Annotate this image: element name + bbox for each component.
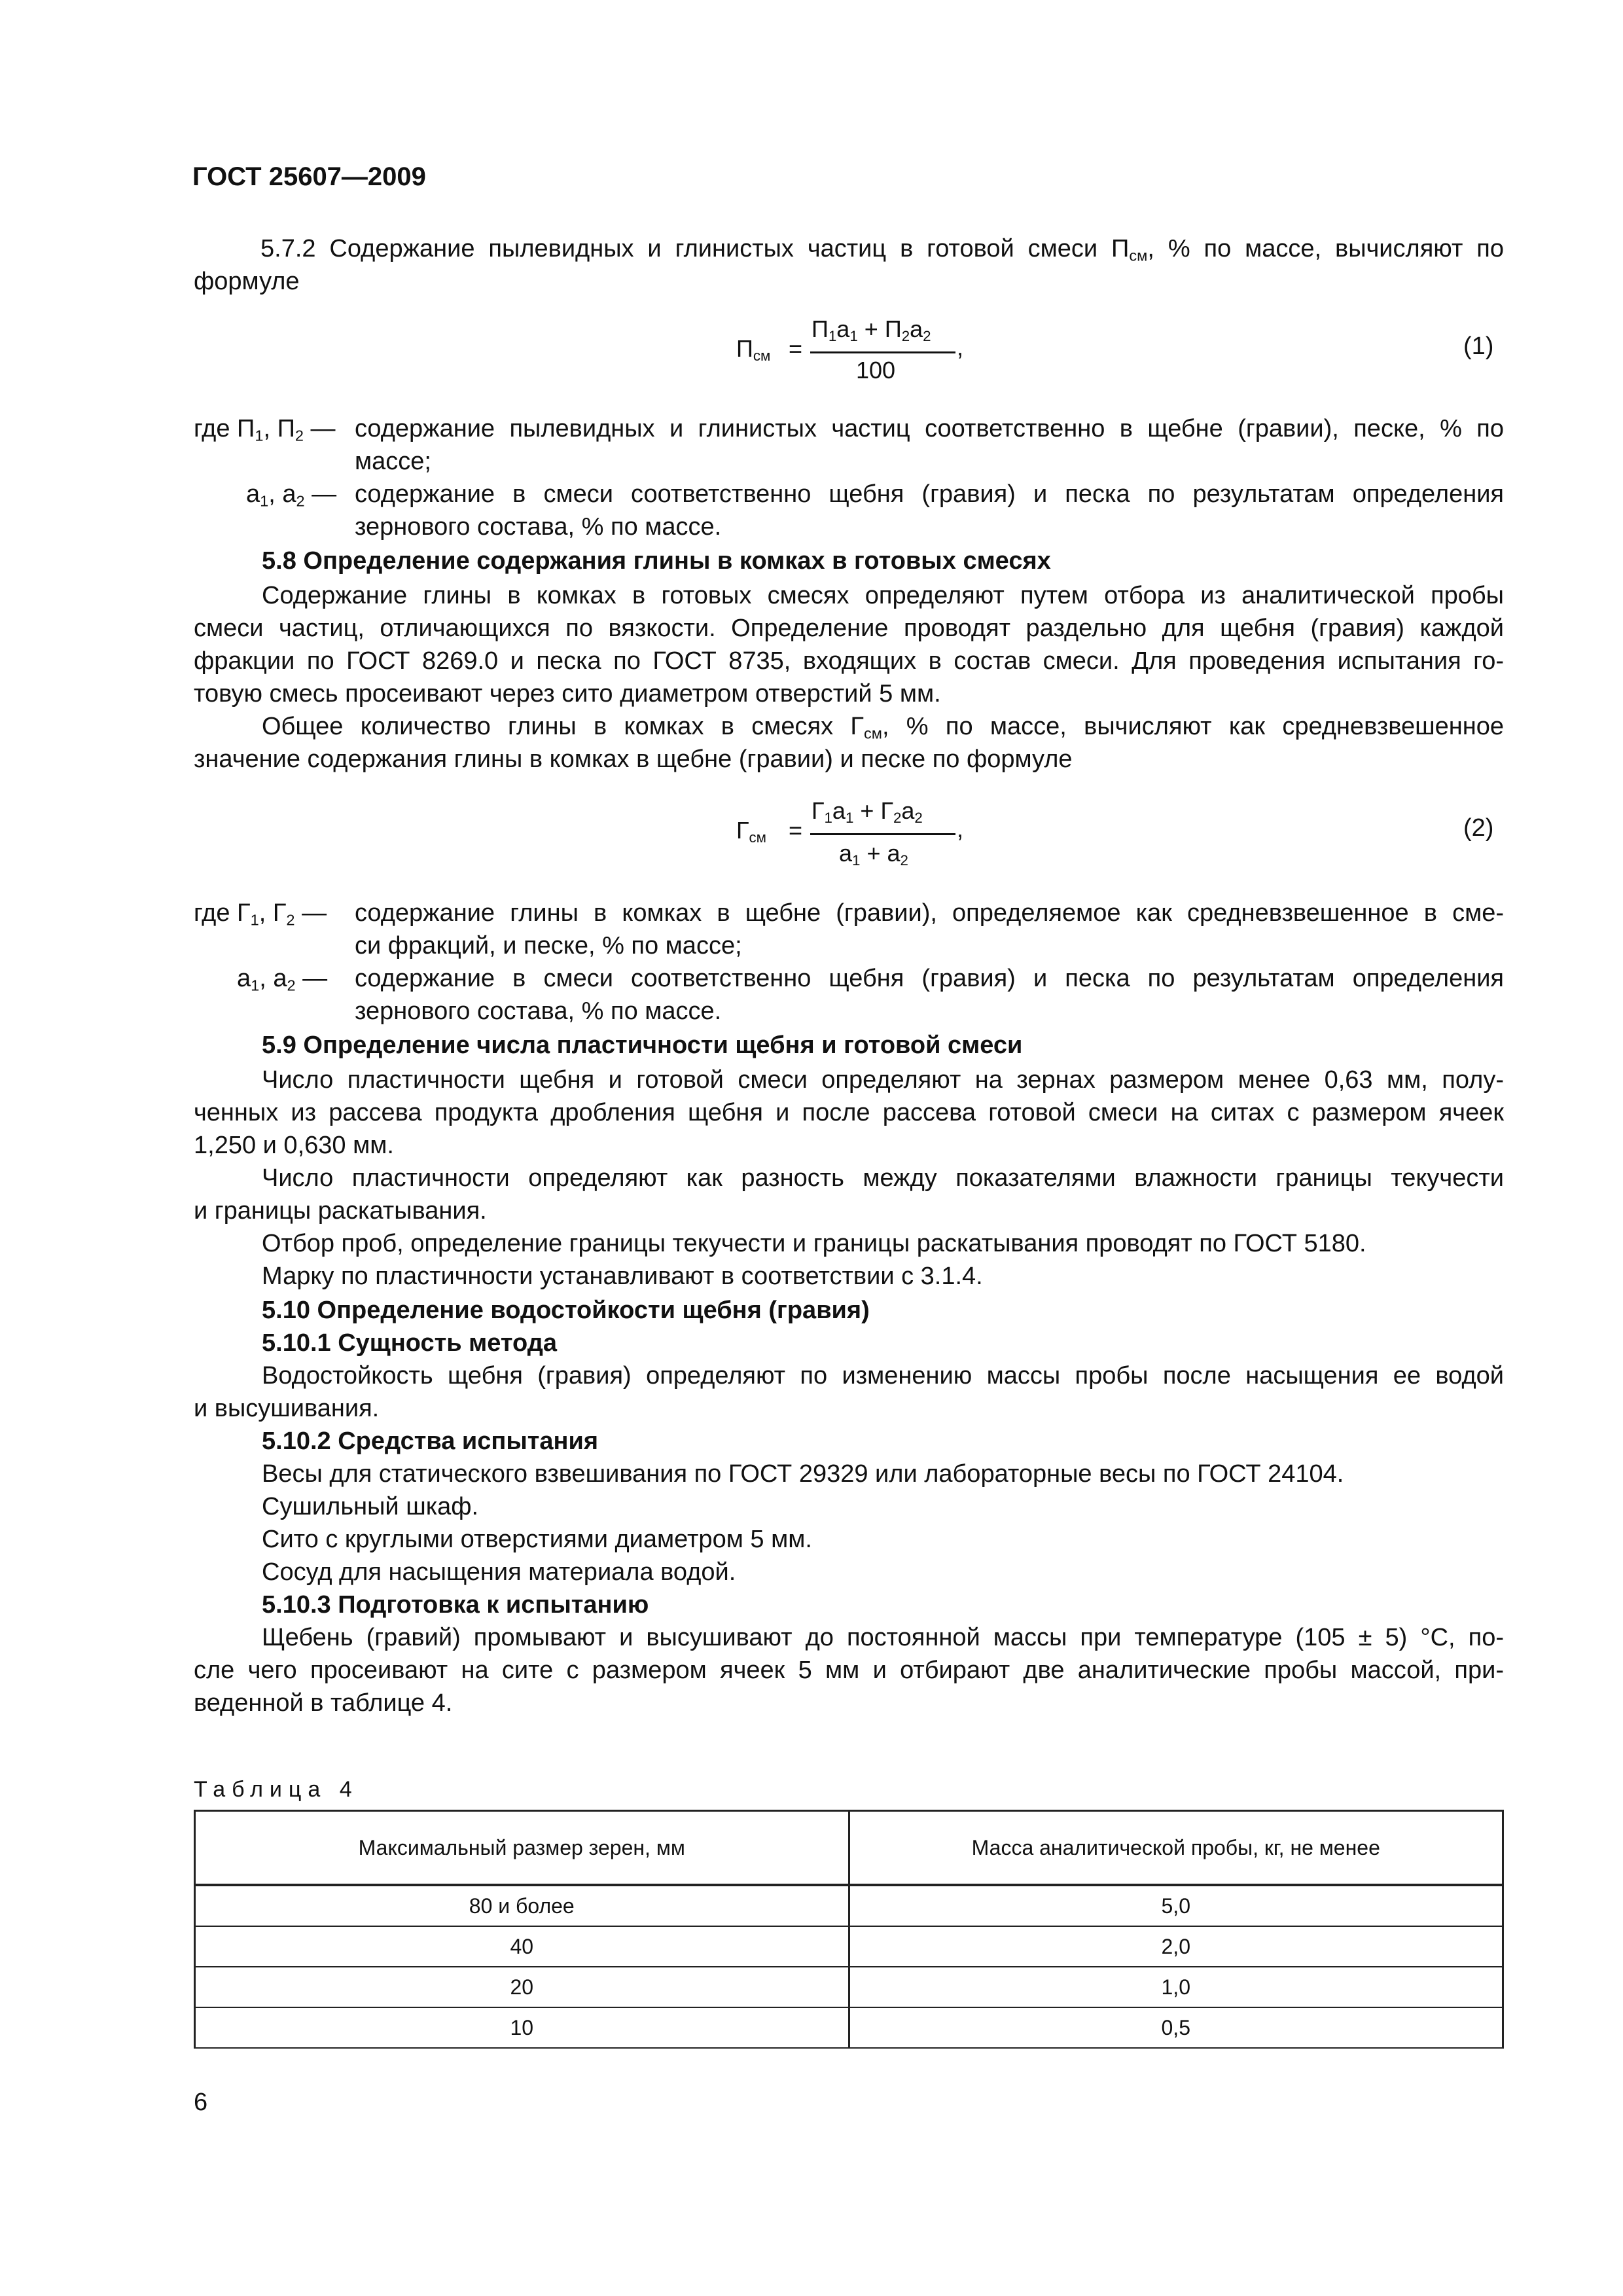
section-5-10-2-title: 5.10.2 Средства испытания	[262, 1427, 599, 1455]
table-header-cell: Масса аналитической пробы, кг, не менее	[849, 1811, 1503, 1886]
formula-2-comma: ,	[957, 816, 964, 842]
table-row	[195, 1885, 1503, 1926]
section-5-10-3-title: 5.10.3 Подготовка к испытанию	[262, 1591, 649, 1619]
table-row	[195, 1967, 1503, 2007]
where2-def2-cont: зернового состава, % по массе.	[355, 997, 722, 1025]
table-row	[195, 2007, 1503, 2048]
s5101-l2: и высушивания.	[194, 1395, 380, 1422]
section-5-10-title: 5.10 Определение водостойкости щебня (гравия)	[262, 1297, 870, 1324]
formula-1-number: (1)	[1463, 332, 1494, 360]
table-cell: 1,0	[849, 1967, 1503, 2007]
s5103-l3: веденной в таблице 4.	[194, 1689, 453, 1717]
table-header-row	[195, 1811, 1503, 1886]
formula-2-eq: =	[789, 817, 803, 844]
table-header-cell: Максимальный размер зерен, мм	[195, 1811, 849, 1886]
formula-2-number: (2)	[1463, 814, 1494, 842]
s5103-l1: Щебень (гравий) промывают и высушивают до постоянной массы при температуре (105 ± 5) °С, по-	[262, 1624, 1504, 1651]
where1-def2: содержание в смеси соответственно щебня (гравия) и песка по результатам определения	[355, 480, 1504, 508]
s59-p1-l2: ченных из рассева продукта дробления щебня и после рассева готовой смеси на ситах с размером ячеек	[194, 1099, 1504, 1126]
where1-def2-cont: зернового состава, % по массе.	[355, 513, 722, 541]
section-5-9-title: 5.9 Определение числа пластичности щебня и готовой смеси	[262, 1031, 1023, 1059]
where1-def1: содержание пылевидных и глинистых частиц соответственно в щебне (гравии), песке, % по	[355, 415, 1504, 442]
document-header: ГОСТ 25607—2009	[192, 162, 426, 191]
section-5-10-1-title: 5.10.1 Сущность метода	[262, 1329, 557, 1357]
s59-p1-l1: Число пластичности щебня и готовой смеси определяют на зернах размером менее 0,63 мм, полу-	[262, 1066, 1504, 1094]
where1-term1: где $П_1$, $П_2$ —	[194, 415, 336, 444]
table-cell: 40	[195, 1926, 849, 1967]
s58-p1-l2: смеси частиц, отличающихся по вязкости. Определение проводят раздельно для щебня (гравия) каждой	[194, 615, 1504, 642]
formula-1-fraction-bar	[810, 351, 955, 353]
formula-1-eq: =	[789, 335, 803, 362]
s58-p2-l1: Общее количество глины в комках в смесях $Г_{см}$, % по массе, вычисляют как средневзвешенное	[262, 713, 1504, 742]
s59-p4: Марку по пластичности устанавливают в соответствии с 3.1.4.	[262, 1263, 983, 1290]
s58-p1-l3: фракции по ГОСТ 8269.0 и песка по ГОСТ 8735, входящих в состав смеси. Для проведения испытания го-	[194, 647, 1504, 675]
formula-2-fraction-bar	[810, 833, 955, 835]
table-cell: 2,0	[849, 1926, 1503, 1967]
table-cell: 80 и более	[195, 1885, 849, 1926]
where1-def1-cont: массе;	[355, 448, 431, 475]
s5102-l3: Сито с круглыми отверстиями диаметром 5 мм.	[262, 1526, 812, 1553]
section-5-8-title: 5.8 Определение содержания глины в комках в готовых смесях	[262, 547, 1051, 575]
table-cell: 10	[195, 2007, 849, 2048]
formula-2-denominator: $а_1 + а_2$	[839, 840, 908, 869]
formula-1-denominator: 100	[856, 357, 896, 384]
where2-def1: содержание глины в комках в щебне (гравии), определяемое как средневзвешенное в сме-	[355, 899, 1504, 927]
s59-p3: Отбор проб, определение границы текучести и границы раскатывания проводят по ГОСТ 5180.	[262, 1230, 1366, 1257]
p572-line2: формуле	[194, 268, 300, 295]
table-4	[194, 1810, 1504, 2049]
s59-p2-l2: и границы раскатывания.	[194, 1197, 487, 1225]
s5102-l2: Сушильный шкаф.	[262, 1493, 479, 1520]
where1-term2: $а_1$, $а_2$ —	[246, 480, 337, 510]
where2-def2: содержание в смеси соответственно щебня (гравия) и песка по результатам определения	[355, 965, 1504, 992]
formula-2-numerator: $Г_1а_1 + Г_2а_2$	[812, 797, 923, 827]
s58-p1-l1: Содержание глины в комках в готовых смесях определяют путем отбора из аналитической пробы	[262, 582, 1504, 609]
table-cell: 5,0	[849, 1885, 1503, 1926]
s59-p1-l3: 1,250 и 0,630 мм.	[194, 1132, 394, 1159]
table-4-caption: Таблица 4	[194, 1777, 359, 1802]
formula-2-lhs: $Г_{см}$	[736, 817, 766, 846]
s5103-l2: сле чего просеивают на сите с размером ячеек 5 мм и отбирают две аналитические пробы массой, при-	[194, 1657, 1504, 1684]
where2-def1-cont: си фракций, и песке, % по массе;	[355, 932, 742, 960]
s58-p1-l4: товую смесь просеивают через сито диаметром отверстий 5 мм.	[194, 680, 941, 708]
s5101-l1: Водостойкость щебня (гравия) определяют по изменению массы пробы после насыщения ее водой	[262, 1362, 1504, 1390]
table-cell: 20	[195, 1967, 849, 2007]
table-cell: 0,5	[849, 2007, 1503, 2048]
s5102-l1: Весы для статического взвешивания по ГОСТ 29329 или лабораторные весы по ГОСТ 24104.	[262, 1460, 1344, 1488]
where2-term2: $а_1$, $а_2$ —	[237, 965, 328, 994]
s59-p2-l1: Число пластичности определяют как разность между показателями влажности границы текучести	[262, 1164, 1504, 1192]
where2-term1: где $Г_1$, $Г_2$ —	[194, 899, 327, 929]
table-row	[195, 1926, 1503, 1967]
s5102-l4: Сосуд для насыщения материала водой.	[262, 1558, 736, 1586]
s58-p2-l2: значение содержания глины в комках в щебне (гравии) и песке по формуле	[194, 745, 1073, 773]
p572-line1: 5.7.2 Содержание пылевидных и глинистых частиц в готовой смеси $П_{см}$, % по массе, вычисляют по	[260, 235, 1504, 264]
page-number: 6	[194, 2089, 208, 2116]
formula-1-numerator: $П_1а_1 + П_2а_2$	[812, 315, 931, 345]
formula-1-comma: ,	[957, 334, 964, 361]
formula-1-lhs: $П_{см}$	[736, 335, 771, 365]
